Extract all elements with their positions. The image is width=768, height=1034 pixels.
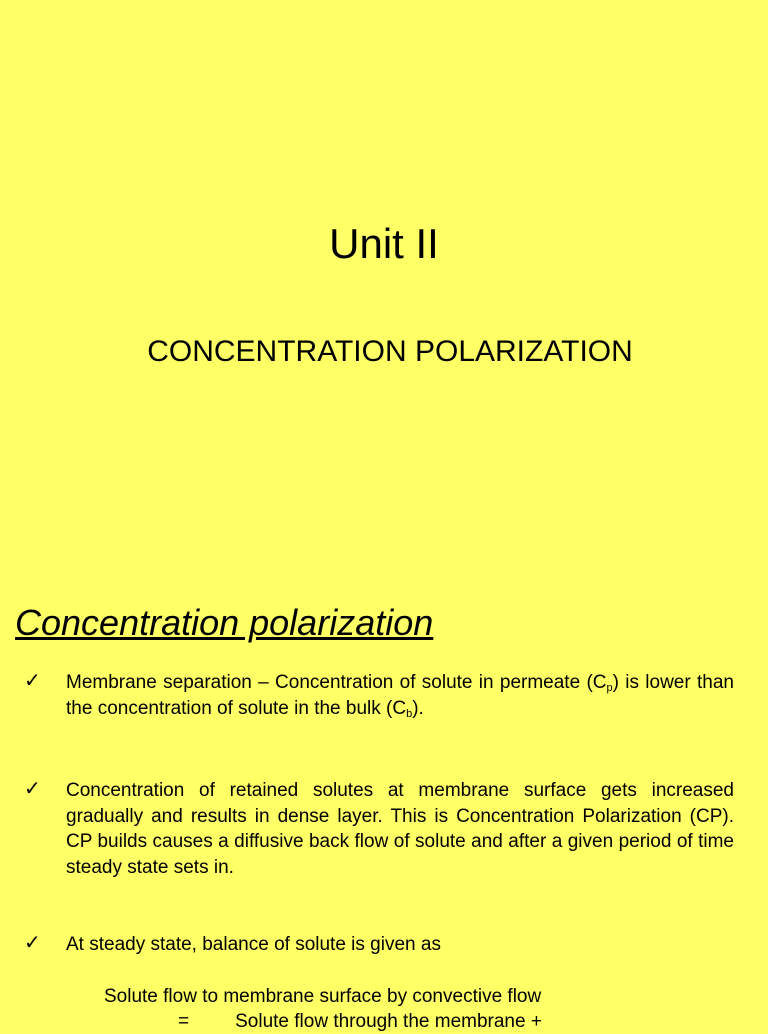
slide-heading: Concentration polarization — [15, 602, 434, 643]
bullet-text — [66, 670, 734, 721]
subscript: p — [606, 682, 613, 694]
check-mark-icon: ✓ — [24, 930, 41, 954]
slide-title: Unit II — [329, 220, 439, 267]
bullet-text-part: Membrane separation – Concentration of solute in permeate (C — [66, 672, 607, 693]
bullet-text-part: ). — [412, 697, 424, 719]
slide-subtitle: CONCENTRATION POLARIZATION — [147, 335, 633, 368]
equation-rhs: Solute flow through the membrane + — [235, 1011, 542, 1032]
check-mark-icon: ✓ — [24, 668, 41, 692]
bullet-text-part: ) is lower than the concentration of solute in the bulk (C — [66, 672, 734, 719]
bullet-text: Concentration of retained solutes at membrane surface gets increased gradually and results in dense layer. This is Concentration Polarization (CP). CP builds causes a diffusive back flow of solute and after a given period of time steady state sets in. — [66, 780, 734, 878]
equation-line-1: Solute flow to membrane surface by convective flow — [104, 986, 542, 1007]
bullet-text: At steady state, balance of solute is given as — [66, 934, 441, 955]
check-mark-icon: ✓ — [24, 776, 41, 800]
subscript: b — [406, 707, 413, 720]
equals-sign: = — [178, 1011, 190, 1032]
equation-line-2 — [178, 1009, 542, 1034]
